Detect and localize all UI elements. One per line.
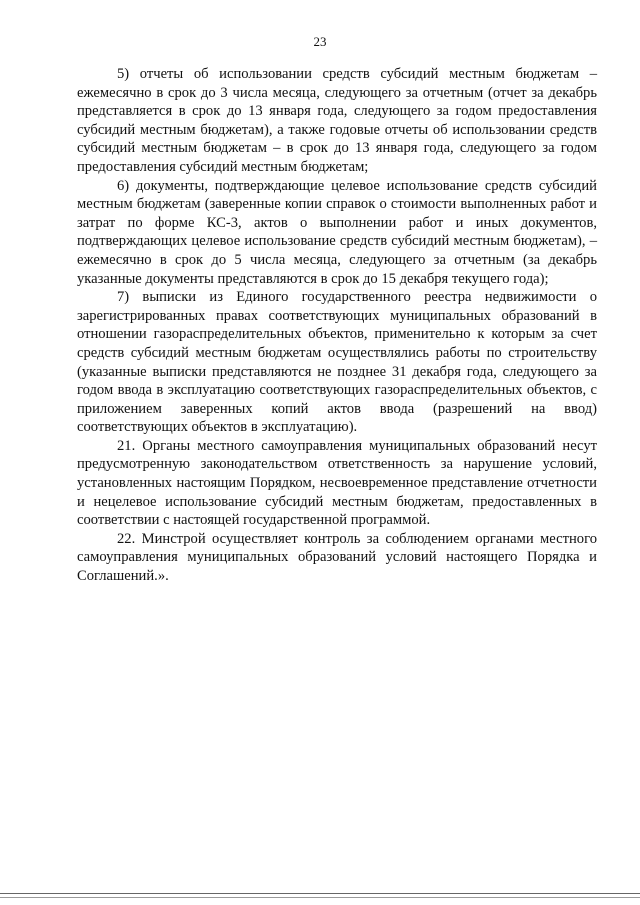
paragraph-clause-21: 21. Органы местного самоуправления муниципальных образований несут предусмотренную законодательством ответственность за нарушение условий, установленных настоящим Порядком, несвоевременное представление отчетности и нецелевое использование субсидий местным бюджетам, предоставленных в соответствии с настоящей государственной программой. (77, 437, 597, 529)
document-body (77, 65, 597, 586)
paragraph-item-5: 5) отчеты об использовании средств субсидий местным бюджетам – ежемесячно в срок до 3 числа месяца, следующего за отчетным (отчет за декабрь представляется в срок до 13 января года, следующего за годом предоставления субсидий местным бюджетам), а также годовые отчеты об использовании средств субсидий местным бюджетам – в срок до 13 января года, следующего за годом предоставления субсидий местным бюджетам; (77, 66, 597, 175)
paragraph-item-6: 6) документы, подтверждающие целевое использование средств субсидий местным бюджетам (заверенные копии справок о стоимости выполненных работ и затрат по форме КС-3, актов о выполнении работ и иных документов, подтверждающих целевое использование средств субсидий местным бюджетам), – ежемесячно в срок до 5 числа месяца, следующего за отчетным (за декабрь указанные документы представляются в срок до 15 декабря текущего года); (77, 177, 597, 287)
paragraph-item-7: 7) выписки из Единого государственного реестра недвижимости о зарегистрированных правах соответствующих муниципальных образований в отношении газораспределительных объектов, применительно к которым за счет средств субсидий местным бюджетам осуществлялись работы по строительству (указанные выписки представляются не позднее 31 декабря года, следующего за годом ввода в эксплуатацию соответствующих газораспределительных объектов, с приложением заверенных копий актов ввода (разрешений на ввод) соответствующих объектов в эксплуатацию). (77, 289, 597, 436)
page-number: 23 (313, 34, 327, 49)
scan-edge-line (0, 893, 640, 894)
scan-edge-line-secondary (0, 897, 640, 898)
paragraph-clause-22: 22. Минстрой осуществляет контроль за соблюдением органами местного самоуправления муниципальных образований условий настоящего Порядка и Соглашений.». (77, 530, 597, 585)
